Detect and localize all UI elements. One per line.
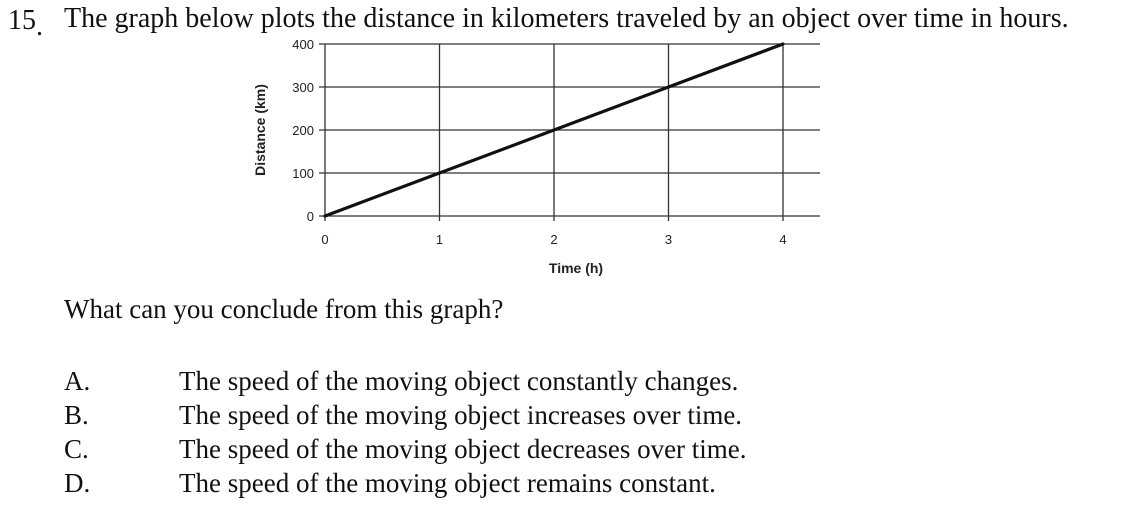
x-tick-label: 0 bbox=[321, 232, 329, 247]
choice-text: The speed of the moving object constantly changes. bbox=[179, 366, 739, 396]
x-tick-label: 4 bbox=[779, 232, 787, 247]
question-prompt: What can you conclude from this graph? bbox=[64, 294, 504, 324]
question-number-value: 15 bbox=[8, 5, 36, 36]
choice-letter: D. bbox=[64, 468, 91, 498]
y-axis-label: Distance (km) bbox=[252, 84, 268, 176]
choice-text: The speed of the moving object decreases over time. bbox=[179, 434, 747, 464]
choice-letter: B. bbox=[64, 400, 89, 430]
question-stem: The graph below plots the distance in kilometers traveled by an object over time in hours. bbox=[64, 3, 1069, 34]
choice-text: The speed of the moving object remains constant. bbox=[179, 468, 716, 498]
choice-letter: C. bbox=[64, 434, 89, 464]
choice-letter: A. bbox=[64, 366, 91, 396]
x-axis-label: Time (h) bbox=[548, 260, 604, 276]
x-tick-label: 1 bbox=[435, 232, 444, 247]
y-tick-label: 100 bbox=[292, 166, 314, 181]
choice-text: The speed of the moving object increases over time. bbox=[179, 400, 743, 430]
y-tick-label: 300 bbox=[292, 80, 314, 95]
y-tick-label: 200 bbox=[292, 123, 314, 138]
question-number-dot: . bbox=[36, 11, 43, 42]
x-tick-label: 2 bbox=[550, 232, 558, 247]
x-tick-label: 3 bbox=[664, 232, 673, 247]
y-tick-label: 400 bbox=[292, 37, 314, 52]
y-tick-label: 0 bbox=[306, 209, 314, 224]
